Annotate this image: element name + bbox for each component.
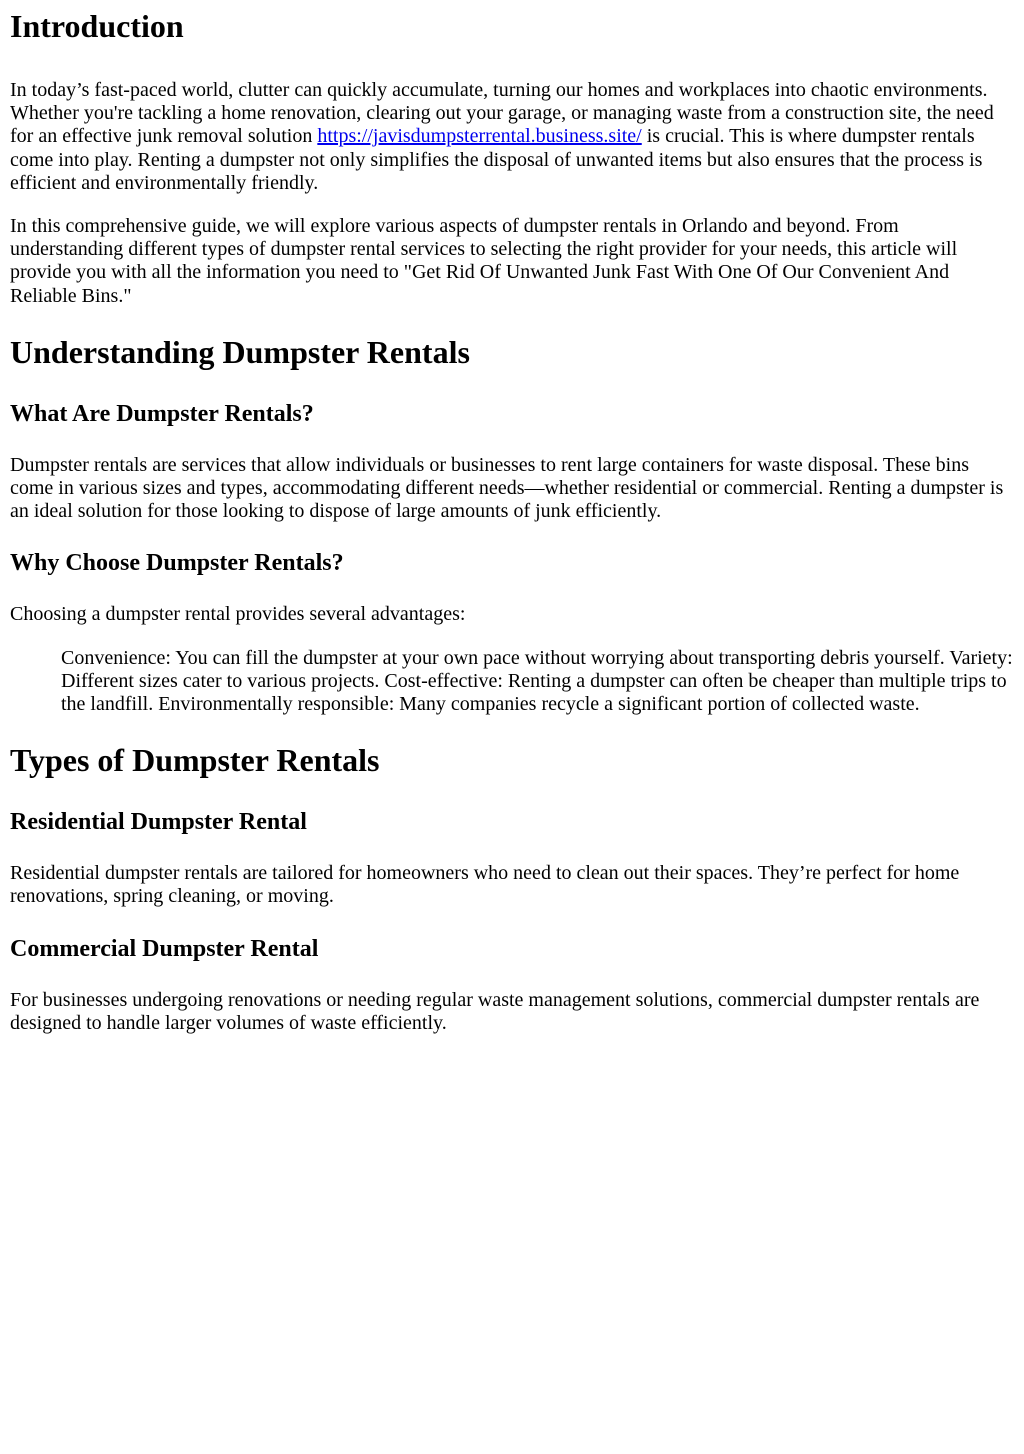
residential-paragraph: Residential dumpster rentals are tailored for homeowners who need to clean out their spaces. They’re perfect for home renovations, spring cleaning, or moving. [10, 862, 960, 908]
dumpster-rental-link[interactable]: https://javisdumpsterrental.business.site/ [317, 125, 642, 148]
heading-why-choose-dumpster-rentals: Why Choose Dumpster Rentals? [10, 550, 344, 577]
commercial-paragraph: For businesses undergoing renovations or needing regular waste management solutions, commercial dumpster rentals are designed to handle larger volumes of waste efficiently. [10, 988, 980, 1034]
what-paragraph: Dumpster rentals are services that allow individuals or businesses to rent large containers for waste disposal. These bins come in various sizes and types, accommodating different needs—whether residential or commercial. Renting a dumpster is an ideal solution for those looking to dispose of large amounts of junk efficiently. [10, 453, 1004, 523]
heading-introduction: Introduction [10, 8, 184, 44]
heading-residential-dumpster-rental: Residential Dumpster Rental [10, 809, 307, 836]
intro-paragraph-2: In this comprehensive guide, we will explore various aspects of dumpster rentals in Orlando and beyond. From understanding different types of dumpster rental services to selecting the right provider for your needs, this article will provide you with all the information you need to "Get Rid Of Unwanted Junk Fast With One Of Our Convenient And Reliable Bins." [10, 215, 958, 307]
document-page [0, 8, 1024, 1035]
intro-paragraph-1 [10, 79, 1014, 195]
advantages-blockquote: Convenience: You can fill the dumpster at your own pace without worrying about transporting debris yourself. Variety: Different sizes cater to various projects. Cost-effective: Renting a dumpster can often be cheaper than multiple trips to the landfill. Environmentally responsible: Many companies recycle a significant portion of collected waste. [61, 646, 1013, 716]
heading-commercial-dumpster-rental: Commercial Dumpster Rental [10, 935, 319, 962]
heading-what-are-dumpster-rentals: What Are Dumpster Rentals? [10, 400, 314, 427]
why-paragraph: Choosing a dumpster rental provides several advantages: [10, 603, 466, 626]
intro-text-after-link: is crucial. This is where dumpster rentals come into play. Renting a dumpster not only simplifies the disposal of unwanted items but also ensures that the process is efficient and environmentally friendly. [10, 125, 983, 194]
intro-text-before-link: In today’s fast-paced world, clutter can quickly accumulate, turning our homes and workplaces into chaotic environments. Whether you're tackling a home renovation, clearing out your garage, or managing waste from a construction site, the need for an effective junk removal solution [10, 79, 994, 148]
heading-understanding-dumpster-rentals: Understanding Dumpster Rentals [10, 333, 470, 370]
heading-types-of-dumpster-rentals: Types of Dumpster Rentals [10, 742, 380, 779]
